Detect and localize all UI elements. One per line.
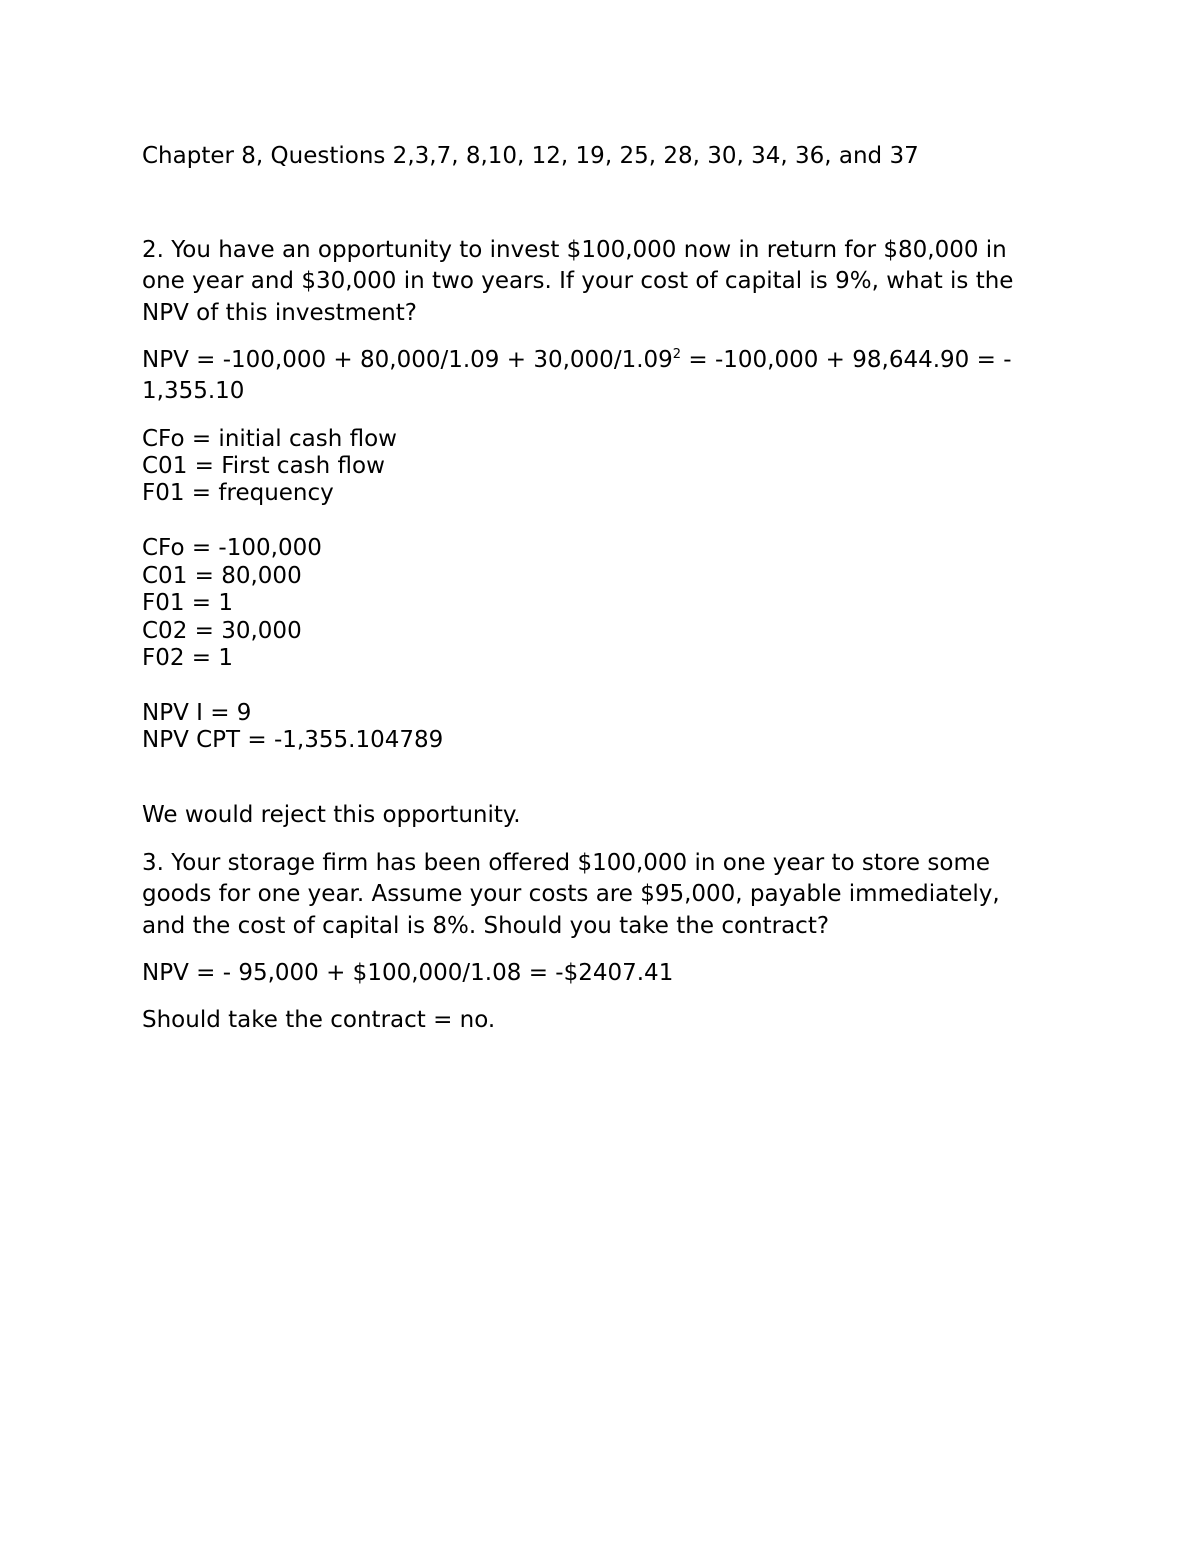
q2-question-line: one year and $30,000 in two years. If your cost of capital is 9%, what is the — [142, 268, 1014, 294]
q2-calculator-input: F01 = 1 — [142, 590, 234, 616]
q2-definition: C01 = First cash flow — [142, 453, 385, 479]
q2-npv-formula — [142, 349, 1012, 372]
q2-conclusion: We would reject this opportunity. — [142, 802, 521, 828]
q2-definition: F01 = frequency — [142, 480, 334, 506]
q2-question-line: 2. You have an opportunity to invest $100,000 now in return for $80,000 in — [142, 237, 1007, 263]
q3-npv-formula: NPV = - 95,000 + $100,000/1.08 = -$2407.41 — [142, 960, 674, 986]
q2-calculator-input: C01 = 80,000 — [142, 563, 302, 589]
document-heading: Chapter 8, Questions 2,3,7, 8,10, 12, 19, 25, 28, 30, 34, 36, and 37 — [142, 143, 919, 169]
q2-calculator-input: C02 = 30,000 — [142, 618, 302, 644]
q2-calculator-input: F02 = 1 — [142, 645, 234, 671]
q2-npv-rate: NPV I = 9 — [142, 700, 252, 726]
q2-npv-formula-part1: NPV = -100,000 + 80,000/1.09 + 30,000/1.09 — [142, 347, 673, 373]
q3-question-line: goods for one year. Assume your costs are $95,000, payable immediately, — [142, 881, 1000, 907]
q3-conclusion: Should take the contract = no. — [142, 1007, 496, 1033]
q2-question-line: NPV of this investment? — [142, 300, 417, 326]
q3-question-line: and the cost of capital is 8%. Should you take the contract? — [142, 913, 830, 939]
q3-question-line: 3. Your storage firm has been offered $100,000 in one year to store some — [142, 850, 991, 876]
q2-npv-formula-part2: = -100,000 + 98,644.90 = - — [681, 347, 1012, 373]
q2-npv-formula-continuation: 1,355.10 — [142, 378, 245, 404]
q2-calculator-input: CFo = -100,000 — [142, 535, 322, 561]
q2-npv-cpt: NPV CPT = -1,355.104789 — [142, 727, 444, 753]
q2-npv-formula-exponent: 2 — [672, 347, 682, 362]
q2-definition: CFo = initial cash flow — [142, 426, 397, 452]
